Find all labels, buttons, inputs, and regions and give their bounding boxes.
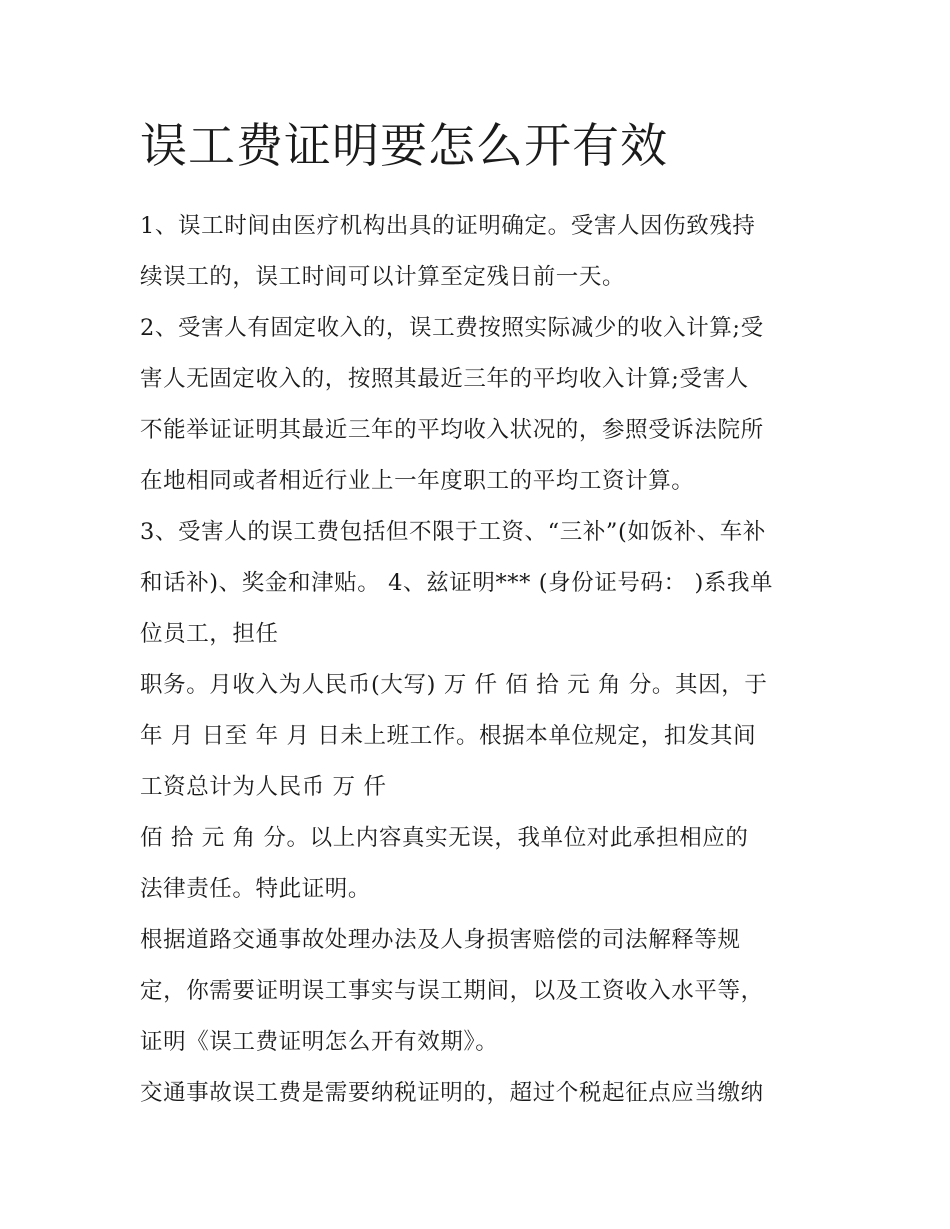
document-body [140,201,820,1119]
body-line: 佰 拾 元 角 分。以上内容真实无误，我单位对此承担相应的 [140,825,749,851]
body-line: 不能举证证明其最近三年的平均收入状况的，参照受诉法院所 [140,417,764,443]
body-line: 2、受害人有固定收入的，误工费按照实际减少的收入计算;受 [140,315,764,341]
body-line: 在地相同或者相近行业上一年度职工的平均工资计算。 [140,468,695,494]
body-line: 定，你需要证明误工事实与误工期间，以及工资收入水平等， [140,978,764,1004]
body-line: 证明《误工费证明怎么开有效期》。 [140,1029,499,1055]
body-line: 和话补)、奖金和津贴。 4、兹证明*** (身份证号码： )系我单 [140,570,774,596]
body-line: 1、误工时间由医疗机构出具的证明确定。受害人因伤致残持 [140,213,756,239]
body-line: 年 月 日至 年 月 日未上班工作。根据本单位规定，扣发其间 [140,723,757,749]
document-title: 误工费证明要怎么开有效 [140,119,668,174]
body-line: 害人无固定收入的，按照其最近三年的平均收入计算;受害人 [140,366,749,392]
body-line: 续误工的，误工时间可以计算至定残日前一天。 [140,264,626,290]
body-line: 根据道路交通事故处理办法及人身损害赔偿的司法解释等规 [140,927,741,953]
body-line: 职务。月收入为人民币(大写) 万 仟 佰 拾 元 角 分。其因，于 [140,672,768,698]
body-line: 工资总计为人民币 万 仟 [140,774,387,800]
body-line: 位员工，担任 [140,621,279,647]
body-line: 法律责任。特此证明。 [140,876,372,902]
body-line: 3、受害人的误工费包括但不限于工资、“三补”(如饭补、车补 [140,519,766,545]
body-line: 交通事故误工费是需要纳税证明的，超过个税起征点应当缴纳 [140,1080,764,1106]
